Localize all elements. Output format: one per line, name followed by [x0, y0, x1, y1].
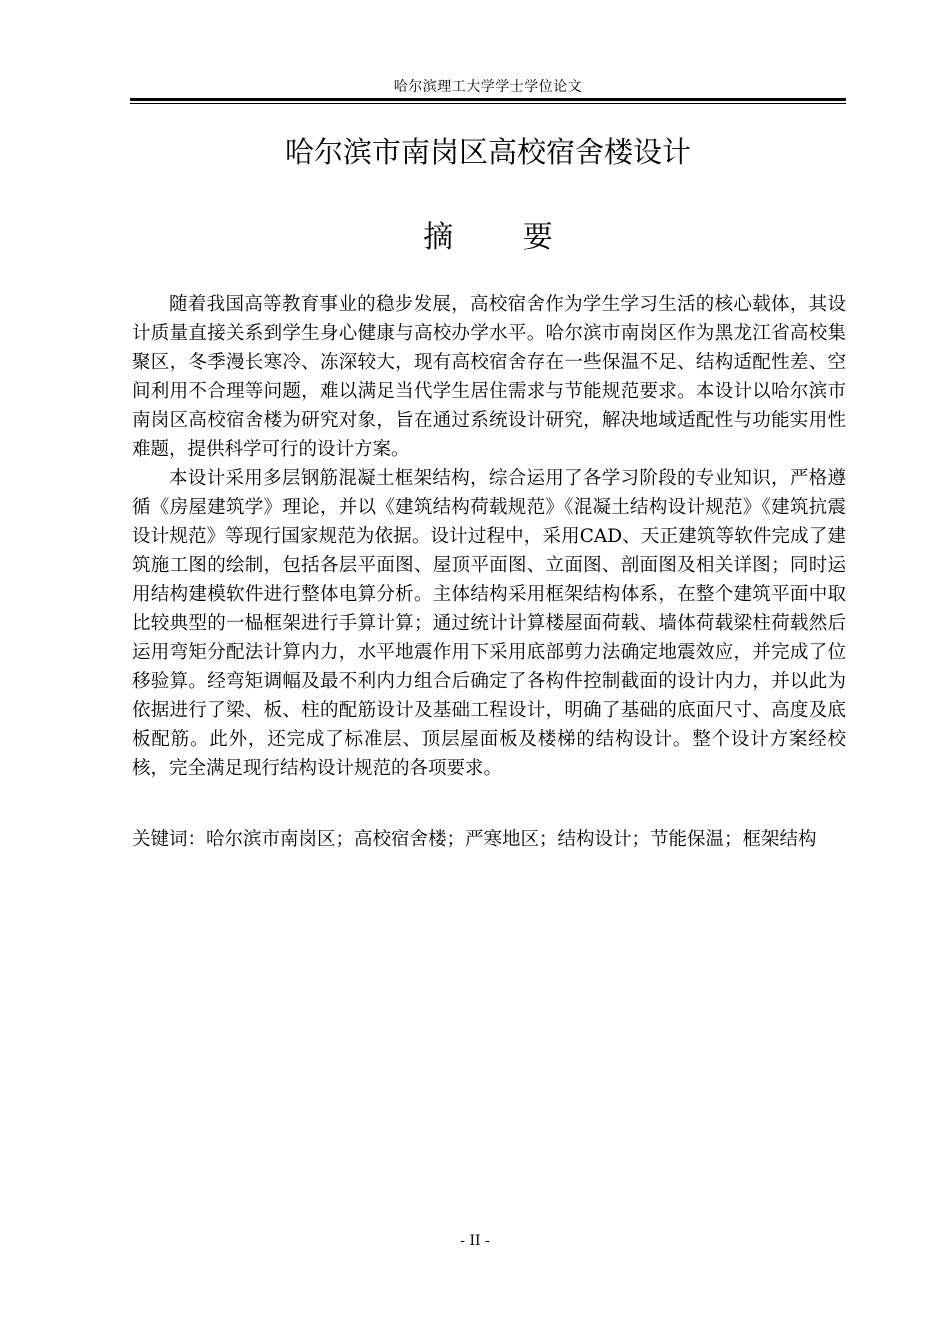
abstract-paragraph-1: 随着我国高等教育事业的稳步发展，高校宿舍作为学生学习生活的核心载体，其设计质量直接关系到学生身心健康与高校办学水平。哈尔滨市南岗区作为黑龙江省高校集聚区，冬季漫长寒冷、冻深较大，现有高校宿舍存在一些保温不足、结构适配性差、空间利用不合理等问题，难以满足当代学生居住需求与节能规范要求。本设计以哈尔滨市南岗区高校宿舍楼为研究对象，旨在通过系统设计研究，解决地域适配性与功能实用性难题，提供科学可行的设计方案。 — [132, 294, 846, 460]
keywords — [132, 826, 846, 853]
keywords-label: 关键词： — [132, 829, 207, 850]
keywords-text: 哈尔滨市南岗区；高校宿舍楼；严寒地区；结构设计；节能保温；框架结构 — [206, 829, 817, 850]
header-rule-thick — [130, 98, 846, 101]
running-header: 哈尔滨理工大学学士学位论文 — [393, 79, 583, 95]
abstract-heading: 摘 要 — [423, 220, 583, 255]
document-title: 哈尔滨市南岗区高校宿舍楼设计 — [284, 135, 691, 169]
abstract-paragraph-2: 本设计采用多层钢筋混凝土框架结构，综合运用了各学习阶段的专业知识，严格遵循《房屋建筑学》理论，并以《建筑结构荷载规范》《混凝土结构设计规范》《建筑抗震设计规范》等现行国家规范为依据。设计过程中，采用CAD、天正建筑等软件完成了建筑施工图的绘制，包括各层平面图、屋顶平面图、立面图、剖面图及相关详图；同时运用结构建模软件进行整体电算分析。主体结构采用框架结构体系，在整个建筑平面中取比较典型的一榀框架进行手算计算；通过统计计算楼屋面荷载、墙体荷载梁柱荷载然后运用弯矩分配法计算内力，水平地震作用下采用底部剪力法确定地震效应，并完成了位移验算。经弯矩调幅及最不利内力组合后确定了各构件控制截面的设计内力，并以此为依据进行了梁、板、柱的配筋设计及基础工程设计，明确了基础的底面尺寸、高度及底板配筋。此外，还完成了标准层、顶层屋面板及楼梯的结构设计。整个设计方案经校核，完全满足现行结构设计规范的各项要求。 — [132, 468, 846, 779]
header-rule-thin — [130, 103, 846, 104]
abstract-body — [132, 290, 846, 783]
page-number: - II - — [460, 1233, 490, 1249]
